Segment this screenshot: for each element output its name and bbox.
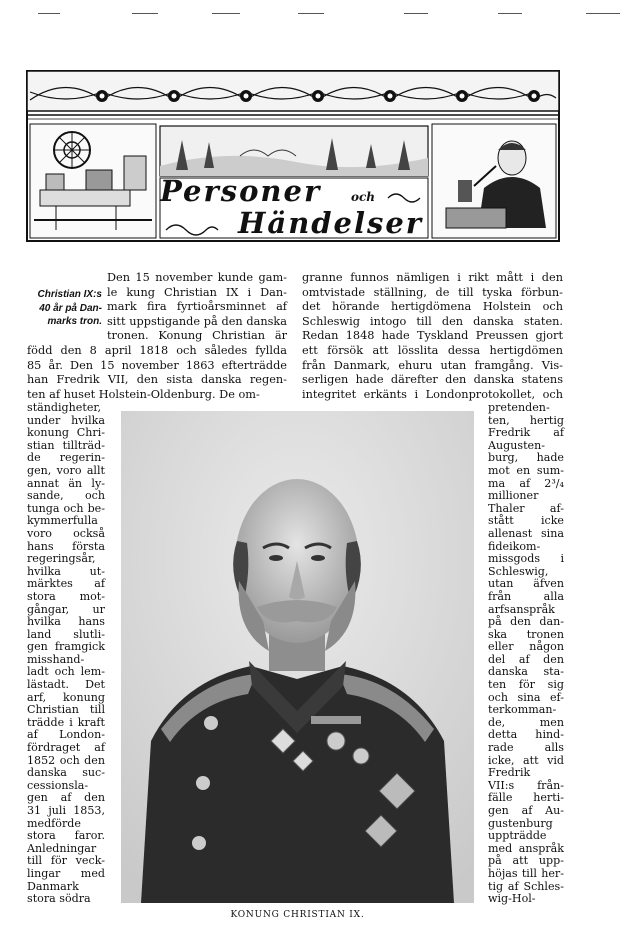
portrait-caption: KONUNG CHRISTIAN IX.: [230, 910, 365, 920]
text-line: regeringsår,: [27, 552, 96, 566]
machinery-illustration: [30, 124, 156, 238]
top-rule: [404, 13, 428, 14]
text-line: cessionsla-: [27, 778, 89, 792]
text-line: från alla: [488, 589, 564, 603]
text-line: till för veck-: [27, 854, 105, 868]
text-line: ständigheter,: [27, 401, 102, 414]
article-intro: Den 15 november kunde gam- le kung Christian IX i Dan- mark fira fyrtioårsminnet af sitt uppstigande på den danska tronen. Konung Christian är: [107, 271, 287, 343]
text-line: lästadt. Det: [27, 678, 105, 692]
text-line: arfsanspråk: [488, 602, 555, 616]
telephone-man-illustration: [432, 124, 556, 238]
text-line: annat än ly-: [27, 476, 105, 490]
text-line: de regerin-: [27, 451, 105, 465]
text-line: allenast sina: [488, 526, 564, 540]
text-line: uppträdde: [488, 829, 547, 843]
text-line: wig-Hol-: [488, 892, 536, 906]
text-line: de, men: [488, 715, 564, 729]
text-line: detta hind-: [488, 728, 564, 742]
text-line: 1852 och den: [27, 753, 105, 767]
article-left-full: född den 8 april 1818 och således fyllda 85 år. Den 15 november 1863 efterträdde han Fredrik VII, den sista danska regen- ten af huset Holstein-Oldenburg. De om-: [27, 344, 287, 401]
text-line: voro också: [27, 526, 105, 540]
text-line: under hvilka: [27, 413, 105, 427]
text-line: 31 juli 1853,: [27, 804, 105, 817]
text-line: ladt och lem-: [27, 665, 105, 679]
text-line: danska suc-: [27, 766, 105, 780]
text-line: gustenburg: [488, 816, 553, 830]
text-line: Augusten-: [488, 438, 546, 452]
text-line: ten för sig: [488, 678, 564, 692]
text-line: tig af Schles-: [488, 879, 564, 893]
text-line: misshand-: [27, 652, 85, 666]
text-line: trädde i kraft: [27, 715, 105, 729]
text-line: sande, och: [27, 489, 105, 503]
text-line: af London-: [27, 728, 105, 742]
top-rule: [586, 13, 620, 14]
text-line: märktes af: [27, 577, 105, 591]
text-line: Fredrik af: [488, 426, 564, 440]
text-line: del af den: [488, 652, 564, 666]
text-line: kymmerfulla: [27, 514, 98, 528]
text-line: utan äfven: [488, 577, 564, 591]
text-line: terkomman-: [488, 703, 557, 717]
text-line: tunga och be-: [27, 501, 105, 515]
text-line: lingar med: [27, 866, 105, 880]
text-line: gen af Au-: [488, 804, 564, 817]
text-line: eller någon: [488, 640, 564, 654]
text-line: Danmark: [27, 879, 79, 893]
text-line: Christian till: [27, 703, 105, 717]
text-line: konung Chri-: [27, 426, 105, 440]
text-line: VII:s från-: [488, 778, 564, 792]
text-line: icke, att vid: [488, 753, 564, 767]
text-line: rade alls: [488, 741, 564, 755]
text-line: stått icke: [488, 514, 564, 528]
text-line: på att upp-: [488, 854, 564, 868]
text-line: mot en sum-: [488, 463, 564, 477]
text-line: gångar, ur: [27, 602, 105, 616]
text-line: hans första: [27, 539, 105, 553]
top-rule: [38, 13, 60, 14]
text-line: fälle herti-: [488, 791, 564, 805]
text-line: ma af 2³/₄: [488, 476, 564, 490]
text-line: stora södra: [27, 892, 91, 906]
title-handelser: Händelser: [238, 206, 424, 240]
text-line: pretenden-: [488, 401, 550, 414]
article-right-narrow: [488, 402, 564, 906]
title-personer: Personer: [160, 174, 322, 208]
text-line: missgods i: [488, 552, 564, 566]
text-line: millioner: [488, 489, 539, 503]
sidenote: Christian IX:s 40 år på Dan- marks tron.: [37, 289, 102, 327]
text-line: burg, hade: [488, 451, 564, 465]
landscape-illustration: [160, 126, 428, 176]
top-rule: [212, 13, 240, 14]
text-line: danska sta-: [488, 665, 564, 679]
text-line: ten, hertig: [488, 413, 564, 427]
text-line: medförde: [27, 816, 81, 830]
text-line: gen, voro allt: [27, 463, 105, 477]
text-line: Fredrik: [488, 766, 531, 780]
text-line: arf, konung: [27, 690, 105, 704]
text-line: Anledningar: [27, 841, 97, 855]
text-line: hvilka ut-: [27, 564, 105, 578]
top-rule: [132, 13, 158, 14]
text-line: gen af den: [27, 791, 105, 805]
text-line: på den dan-: [488, 615, 564, 629]
text-line: gen framgick: [27, 640, 105, 654]
text-line: och sina ef-: [488, 690, 564, 704]
text-line: hvilka hans: [27, 615, 105, 629]
text-line: Thaler af-: [488, 501, 564, 515]
text-line: stian tillträd-: [27, 438, 105, 452]
article-left-narrow: [27, 402, 105, 906]
text-line: stora mot-: [27, 589, 105, 603]
top-rule: [498, 13, 522, 14]
text-line: fördraget af: [27, 741, 105, 755]
title-och: och: [351, 190, 376, 204]
text-line: Schleswig,: [488, 564, 549, 578]
text-line: med anspråk: [488, 841, 564, 855]
text-line: land slutli-: [27, 627, 105, 641]
text-line: ska tronen: [488, 627, 564, 641]
portrait-image: [121, 411, 474, 903]
article-right-full: granne funnos nämligen i rikt mått i den omtvistade ställning, de till tyska förbun- det hörande hertigdömena Holstein och Schleswig intogo till den danska staten. Redan 1848 hade Tyskland Preussen gjort ett försök att lösslita dessa hertigdömen från Danmark, ehuru utan framgång. Vis- serligen hade därefter den danska statens integritet erkänts i Londonprotokollet, och: [302, 271, 563, 401]
top-rule: [298, 13, 324, 14]
text-line: fideikom-: [488, 539, 541, 553]
text-line: stora faror.: [27, 829, 105, 843]
text-line: höjas till her-: [488, 866, 564, 880]
